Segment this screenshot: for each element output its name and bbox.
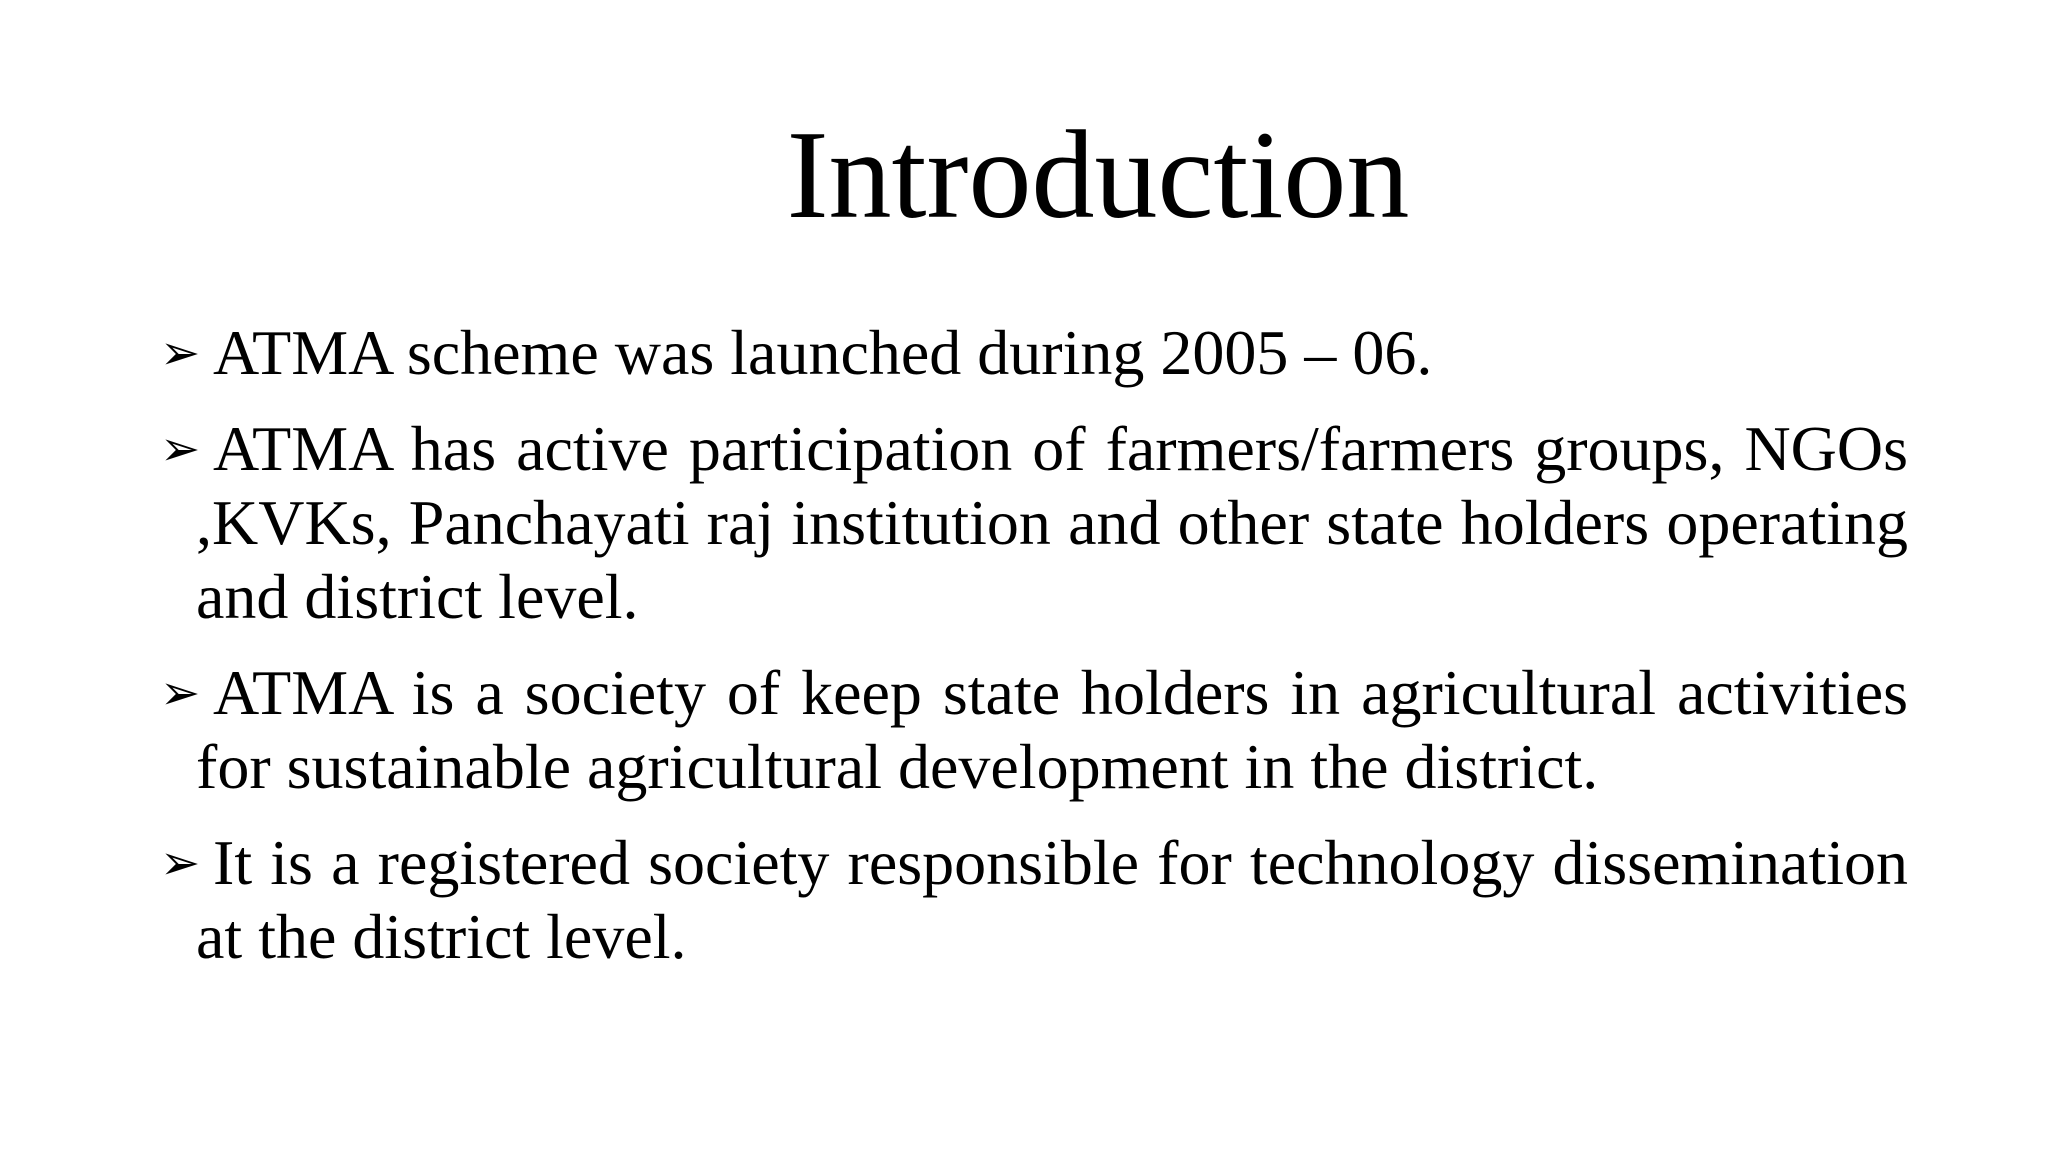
bullet-text: ATMA is a society of keep state holders in agricultural activities for sustainable agricultural development in the district. (196, 657, 1908, 802)
bullet-list (160, 316, 1908, 996)
arrowhead-bullet-icon: ➢ (160, 835, 201, 891)
arrowhead-bullet-icon: ➢ (160, 325, 201, 381)
bullet-item (160, 826, 1908, 974)
slide-title: Introduction (786, 106, 1410, 245)
arrowhead-bullet-icon: ➢ (160, 421, 201, 477)
bullet-item (160, 412, 1908, 634)
bullet-item (160, 316, 1908, 390)
bullet-text: It is a registered society responsible for technology dissemination at the district level. (196, 827, 1908, 972)
bullet-text: ATMA scheme was launched during 2005 – 06. (213, 317, 1433, 388)
bullet-text: ATMA has active participation of farmers/farmers groups, NGOs ,KVKs, Panchayati raj institution and other state holders operating and district level. (196, 413, 1908, 632)
bullet-item (160, 656, 1908, 804)
arrowhead-bullet-icon: ➢ (160, 665, 201, 721)
